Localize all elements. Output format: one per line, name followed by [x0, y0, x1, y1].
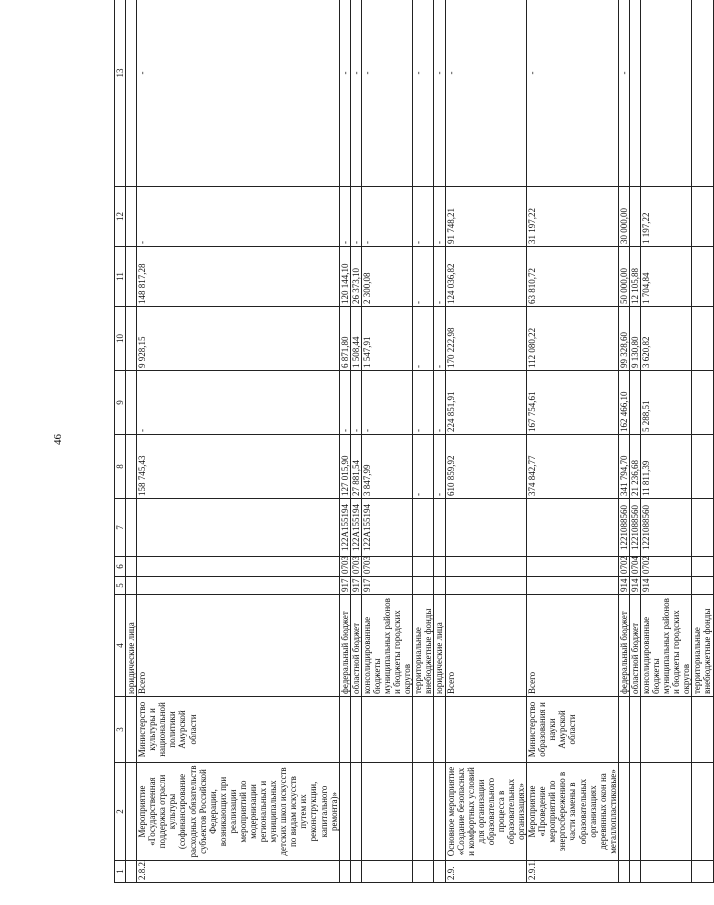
table-cell-c11: 2 300,08	[361, 247, 412, 307]
column-header: 3	[115, 697, 126, 763]
table-cell-c1	[640, 861, 691, 883]
table-cell-c7	[137, 499, 340, 557]
table-cell-c13	[629, 0, 640, 187]
budget-table	[114, 0, 714, 883]
column-header: 13	[115, 0, 126, 187]
table-cell-c7: 122A155194	[339, 499, 350, 557]
table-cell-c8	[692, 435, 713, 499]
column-header: 5	[115, 577, 126, 595]
table-cell-c8: 3 847,99	[361, 435, 412, 499]
table-cell-c12: 30 000,00	[618, 187, 629, 247]
table-cell-c8: 341 794,70	[618, 435, 629, 499]
table-cell-c9: -	[434, 371, 445, 435]
table-cell-c13: -	[137, 0, 340, 187]
table-cell-c6	[445, 557, 527, 577]
table-cell-c11: 120 144,10	[339, 247, 350, 307]
table-cell-c11	[126, 247, 137, 307]
table-cell-c2	[640, 763, 691, 861]
table-cell-c10: 3 620,82	[640, 307, 691, 371]
table-row	[434, 0, 445, 883]
table-cell-c2	[629, 763, 640, 861]
table-cell-c4: Всего	[527, 595, 619, 697]
table-cell-c6: 0703	[339, 557, 350, 577]
table-cell-c1	[629, 861, 640, 883]
table-row	[629, 0, 640, 883]
table-row	[361, 0, 412, 883]
table-cell-c13: -	[445, 0, 527, 187]
table-cell-c3	[640, 697, 691, 763]
table-cell-c13	[692, 0, 713, 187]
table-cell-c3	[350, 697, 361, 763]
table-cell-c2	[618, 763, 629, 861]
table-cell-c11: -	[434, 247, 445, 307]
table-cell-c10: -	[413, 307, 434, 371]
table-cell-c9: 162 466,10	[618, 371, 629, 435]
table-cell-c12	[629, 187, 640, 247]
table-cell-c4: областной бюджет	[350, 595, 361, 697]
table-cell-c5	[527, 577, 619, 595]
table-cell-c2	[434, 763, 445, 861]
table-cell-c9: -	[339, 371, 350, 435]
table-cell-c5	[137, 577, 340, 595]
table-cell-c5	[445, 577, 527, 595]
table-cell-c9	[692, 371, 713, 435]
table-cell-c12: -	[339, 187, 350, 247]
table-cell-c2	[361, 763, 412, 861]
column-header: 6	[115, 557, 126, 577]
table-cell-c6	[413, 557, 434, 577]
table-cell-c9: 5 288,51	[640, 371, 691, 435]
table-cell-c5: 917	[339, 577, 350, 595]
table-cell-c4: юридические лица	[434, 595, 445, 697]
table-cell-c9	[629, 371, 640, 435]
table-cell-c7: 1221088560	[618, 499, 629, 557]
table-cell-c12	[692, 187, 713, 247]
column-number-row	[115, 0, 126, 883]
table-cell-c4: юридические лица	[126, 595, 137, 697]
table-cell-c3	[618, 697, 629, 763]
table-cell-c6	[434, 557, 445, 577]
table-cell-c1	[618, 861, 629, 883]
table-cell-c10: 1 547,91	[361, 307, 412, 371]
table-cell-c13: -	[339, 0, 350, 187]
column-header: 8	[115, 435, 126, 499]
table-cell-c10	[692, 307, 713, 371]
table-cell-c8: -	[434, 435, 445, 499]
table-cell-c4: территориальные внебюджетные фонды	[413, 595, 434, 697]
column-header: 10	[115, 307, 126, 371]
table-cell-c13: -	[350, 0, 361, 187]
table-cell-c10: 9 130,80	[629, 307, 640, 371]
table-row	[445, 0, 527, 883]
table-cell-c10: 99 328,60	[618, 307, 629, 371]
table-cell-c5: 917	[350, 577, 361, 595]
table-cell-c1	[126, 861, 137, 883]
table-row	[350, 0, 361, 883]
table-row	[618, 0, 629, 883]
table-cell-c1	[361, 861, 412, 883]
table-cell-c3	[629, 697, 640, 763]
table-cell-c4: консолидированные бюджеты муниципальных районов и бюджеты городских округов	[361, 595, 412, 697]
table-cell-c7	[434, 499, 445, 557]
table-cell-c11: 1 704,84	[640, 247, 691, 307]
table-cell-c6	[692, 557, 713, 577]
table-cell-c11: -	[413, 247, 434, 307]
table-cell-c11: 148 817,28	[137, 247, 340, 307]
table-cell-c10: 1 508,44	[350, 307, 361, 371]
table-cell-c7: 122A155194	[350, 499, 361, 557]
table-cell-c11: 26 373,10	[350, 247, 361, 307]
table-cell-c5	[434, 577, 445, 595]
table-cell-c2: Основное мероприятие «Создание безопасных и комфортных условий для организации образовательного процесса в образовательных организациях»	[445, 763, 527, 861]
table-cell-c3	[126, 697, 137, 763]
column-header: 12	[115, 187, 126, 247]
table-cell-c10: -	[434, 307, 445, 371]
table-cell-c11: 124 036,82	[445, 247, 527, 307]
table-cell-c7: 1221088560	[629, 499, 640, 557]
table-row	[126, 0, 137, 883]
table-cell-c8: 374 842,77	[527, 435, 619, 499]
table-cell-c12: -	[350, 187, 361, 247]
table-cell-c9: -	[361, 371, 412, 435]
table-cell-c2	[413, 763, 434, 861]
table-cell-c10: 6 871,80	[339, 307, 350, 371]
table-cell-c9: -	[137, 371, 340, 435]
table-row	[339, 0, 350, 883]
table-cell-c3	[339, 697, 350, 763]
table-cell-c11	[692, 247, 713, 307]
table-cell-c2	[692, 763, 713, 861]
table-cell-c3: Министерство культуры и национальной политики Амурской области	[137, 697, 340, 763]
table-cell-c1: 2.9.1.	[527, 861, 619, 883]
table-cell-c6: 0704	[629, 557, 640, 577]
table-cell-c12: -	[434, 187, 445, 247]
table-cell-c7	[527, 499, 619, 557]
table-cell-c11: 63 810,72	[527, 247, 619, 307]
table-row	[137, 0, 340, 883]
table-cell-c4: федеральный бюджет	[339, 595, 350, 697]
table-cell-c8: 11 811,39	[640, 435, 691, 499]
table-cell-c12: 91 748,21	[445, 187, 527, 247]
table-cell-c13: -	[361, 0, 412, 187]
table-cell-c9: 167 754,61	[527, 371, 619, 435]
table-cell-c9	[126, 371, 137, 435]
table-cell-c7	[692, 499, 713, 557]
table-cell-c10: 112 080,22	[527, 307, 619, 371]
table-cell-c3	[692, 697, 713, 763]
table-cell-c12: -	[137, 187, 340, 247]
table-cell-c8: 21 236,68	[629, 435, 640, 499]
table-cell-c8: 127 015,90	[339, 435, 350, 499]
table-cell-c13: -	[434, 0, 445, 187]
table-cell-c1	[413, 861, 434, 883]
table-cell-c13	[126, 0, 137, 187]
table-row	[527, 0, 619, 883]
table-cell-c6	[137, 557, 340, 577]
table-cell-c5	[413, 577, 434, 595]
column-header: 2	[115, 763, 126, 861]
table-cell-c13: -	[618, 0, 629, 187]
table-cell-c4: областной бюджет	[629, 595, 640, 697]
table-cell-c7: 122A155194	[361, 499, 412, 557]
table-cell-c7	[413, 499, 434, 557]
column-header: 4	[115, 595, 126, 697]
table-cell-c5: 914	[618, 577, 629, 595]
table-cell-c3	[361, 697, 412, 763]
table-cell-c7: 1221088560	[640, 499, 691, 557]
table-cell-c6: 0702	[640, 557, 691, 577]
table-cell-c12: -	[413, 187, 434, 247]
table-cell-c4: территориальные внебюджетные фонды	[692, 595, 713, 697]
table-cell-c3: Министерство образования и науки Амурской области	[527, 697, 619, 763]
column-header: 7	[115, 499, 126, 557]
table-cell-c8: -	[413, 435, 434, 499]
table-cell-c11: 50 000,00	[618, 247, 629, 307]
table-cell-c9: 224 851,91	[445, 371, 527, 435]
table-cell-c6: 0702	[618, 557, 629, 577]
table-cell-c7	[126, 499, 137, 557]
table-cell-c5	[126, 577, 137, 595]
table-cell-c3	[445, 697, 527, 763]
page-number: 46	[52, 434, 64, 445]
table-cell-c7	[445, 499, 527, 557]
table-cell-c12: -	[361, 187, 412, 247]
table-cell-c12: 1 197,22	[640, 187, 691, 247]
table-cell-c1: 2.8.2.	[137, 861, 340, 883]
table-cell-c4: консолидированные бюджеты муниципальных районов и бюджеты городских округов	[640, 595, 691, 697]
column-header: 11	[115, 247, 126, 307]
table-cell-c12	[126, 187, 137, 247]
table-cell-c4: Всего	[137, 595, 340, 697]
table-cell-c10: 9 928,15	[137, 307, 340, 371]
table-cell-c12: 31 197,22	[527, 187, 619, 247]
table-cell-c2: Мероприятие «Проведение мероприятий по энергосбережению в части замены в образовательных организациях деревянных окон на металлопластиковые»	[527, 763, 619, 861]
table-cell-c10: 170 222,98	[445, 307, 527, 371]
table-cell-c8: 27 881,54	[350, 435, 361, 499]
table-cell-c1	[692, 861, 713, 883]
table-cell-c1	[350, 861, 361, 883]
table-cell-c6	[527, 557, 619, 577]
table-cell-c1	[434, 861, 445, 883]
table-cell-c1: 2.9.	[445, 861, 527, 883]
table-cell-c1	[339, 861, 350, 883]
table-cell-c3	[434, 697, 445, 763]
table-cell-c13: -	[413, 0, 434, 187]
table-cell-c6: 0703	[361, 557, 412, 577]
table-row	[640, 0, 691, 883]
table-row	[413, 0, 434, 883]
table-cell-c2	[350, 763, 361, 861]
table-cell-c13	[640, 0, 691, 187]
table-cell-c6	[126, 557, 137, 577]
table-cell-c9: -	[350, 371, 361, 435]
table-cell-c4: федеральный бюджет	[618, 595, 629, 697]
table-cell-c5: 917	[361, 577, 412, 595]
budget-table-sheet	[114, 60, 713, 883]
table-cell-c4: Всего	[445, 595, 527, 697]
table-cell-c5	[692, 577, 713, 595]
table-cell-c6: 0703	[350, 557, 361, 577]
table-cell-c5: 914	[640, 577, 691, 595]
table-cell-c5: 914	[629, 577, 640, 595]
table-cell-c13: -	[527, 0, 619, 187]
column-header: 1	[115, 861, 126, 883]
table-cell-c3	[413, 697, 434, 763]
table-cell-c8	[126, 435, 137, 499]
table-cell-c2: Мероприятие «Государственная поддержка отрасли культуры (софинансирование расходных обязательств субъектов Российской Федерации, возникающих при реализации мероприятий по модернизации региональных и муниципальных детских школ искусств по видам искусств путем их реконструкции, капитального ремонта)»	[137, 763, 340, 861]
table-cell-c2	[339, 763, 350, 861]
table-cell-c11: 12 105,88	[629, 247, 640, 307]
table-cell-c2	[126, 763, 137, 861]
table-cell-c9: -	[413, 371, 434, 435]
table-cell-c8: 158 745,43	[137, 435, 340, 499]
table-cell-c10	[126, 307, 137, 371]
table-cell-c8: 610 859,92	[445, 435, 527, 499]
table-row	[692, 0, 713, 883]
column-header: 9	[115, 371, 126, 435]
